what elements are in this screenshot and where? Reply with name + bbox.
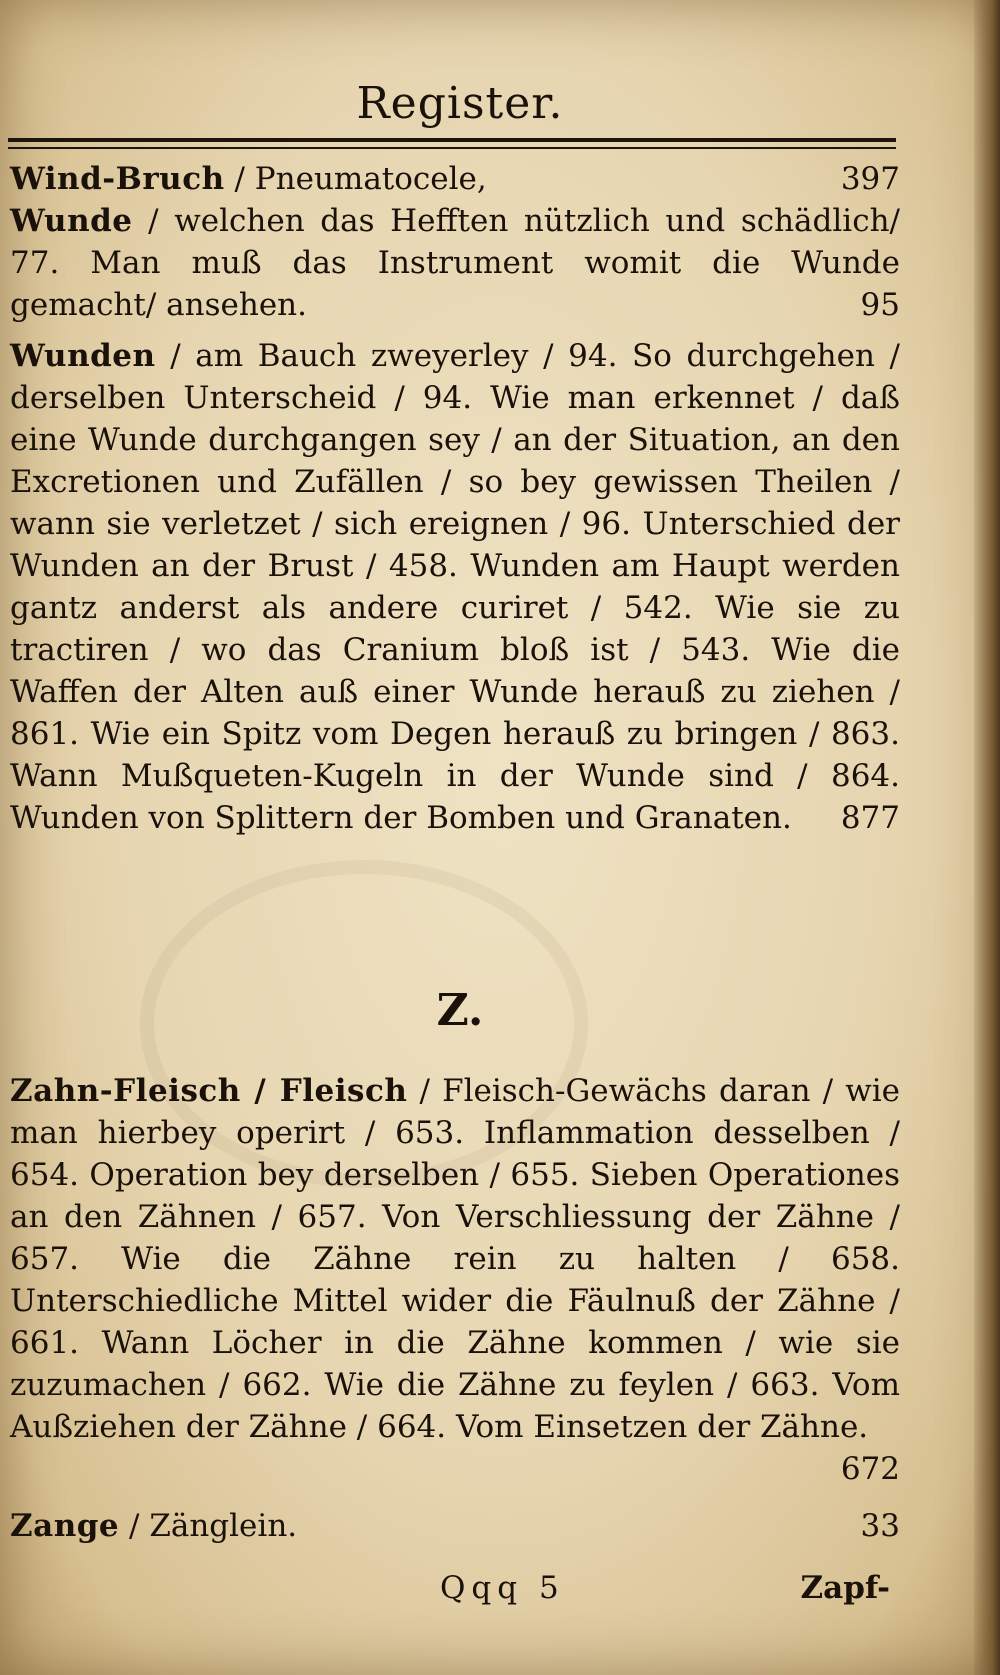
page-edge (974, 0, 1000, 1675)
signature-mark: Qqq 5 (440, 1570, 565, 1606)
entry-text: / Pneumatocele, (234, 161, 487, 197)
entry-text: / Fleisch-Gewächs daran / wie man hierbey operirt / 653. Inflammation desselben / 654. Operation bey derselben / 655. Sieben Operationes an den Zähnen / 657. Von Verschliessung der Zähne / 657. Wie die Zähne rein zu halten / 658. Unterschiedliche Mittel wider die Fäulnuß der Zähne / 661. Wann Löcher in die Zähne kommen / wie sie zuzumachen / 662. Wie die Zähne zu feylen / 663. Vom Außziehen der Zähne / 664. Vom Einsetzen der Zähne. (10, 1073, 900, 1445)
index-entry (10, 158, 900, 200)
index-entry (10, 335, 900, 839)
page-ref: 33 (860, 1508, 900, 1544)
page-ref: 95 (860, 287, 900, 323)
page-footer (0, 1570, 920, 1614)
index-entry (10, 1070, 900, 1490)
index-entry (10, 200, 900, 326)
headword: Zahn-Fleisch / Fleisch (10, 1073, 408, 1109)
headword: Zange (10, 1508, 120, 1544)
entry-text: / am Bauch zweyerley / 94. So durchgehen / derselben Unterscheid / 94. Wie man erkennet / daß eine Wunde durchgangen sey / an der Situation, an den Excretionen und Zufällen / so bey gewissen Theilen / wann sie verletzet / sich ereignen / 96. Unterschied der Wunden an der Brust / 458. Wunden am Haupt werden gantz anderst als andere curiret / 542. Wie sie zu tractiren / wo das Cranium bloß ist / 543. Wie die Waffen der Alten auß einer Wunde herauß zu ziehen / 861. Wie ein Spitz vom Degen herauß zu bringen / 863. Wann Mußqueten-Kugeln in der Wunde sind / 864. Wunden von Splittern der Bomben und Granaten. (10, 338, 901, 836)
page-ref: 672 (840, 1451, 900, 1487)
headword: Wunde (10, 203, 133, 239)
page-ref: 397 (840, 161, 900, 197)
header-rule (8, 138, 896, 142)
running-head: Register. (356, 78, 564, 129)
index-entry (10, 1505, 900, 1547)
section-letter: Z. (436, 985, 484, 1036)
page-ref: 877 (840, 800, 900, 836)
entry-text: / welchen das Hefften nützlich und schädlich/ 77. Man muß das Instrument womit die Wunde gemacht/ ansehen. (10, 203, 900, 323)
entry-text: / Zänglein. (129, 1508, 298, 1544)
headword: Wind-Bruch (10, 161, 225, 197)
catchword: Zapf- (800, 1570, 890, 1606)
headword: Wunden (10, 338, 156, 374)
header-rule-thin (8, 147, 896, 149)
